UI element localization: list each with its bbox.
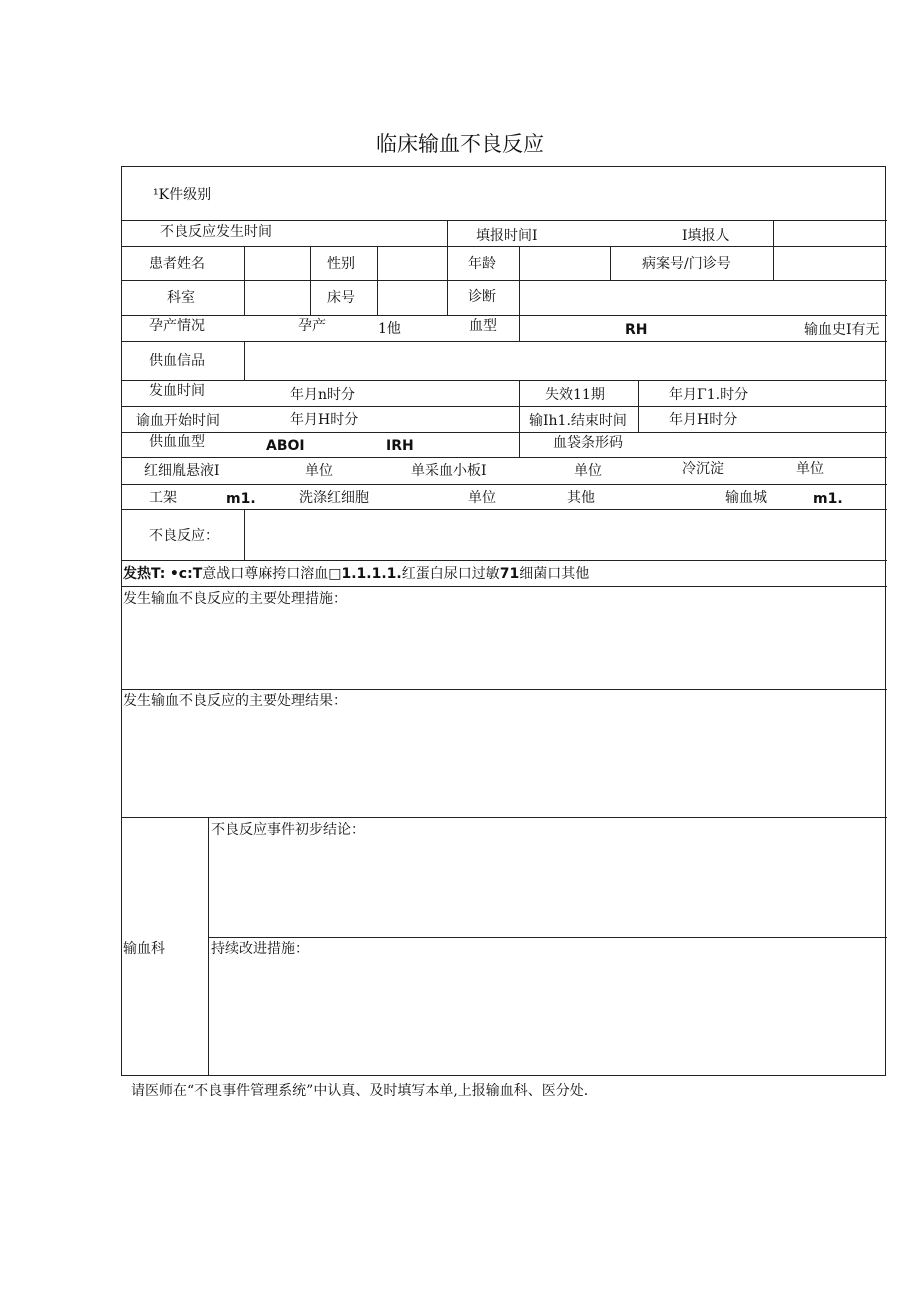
washed-rbc-label: 洗涤红细胞 [299,490,369,506]
symptoms-bold-mid: 1.1.1.1. [341,566,402,582]
unit-label-1: 单位 [305,463,333,479]
department-label: 科室 [167,290,195,306]
patient-name-label: 患者姓名 [149,256,205,272]
end-time-label: 输Ih1.结束时间 [529,413,627,429]
donor-blood-type-label: 供血血型 [149,434,205,450]
symptoms-bold-end: 71 [499,566,520,582]
issue-date-field: 年月n时分 [290,387,356,403]
start-date-field: 年月H时分 [290,412,359,428]
main-results-label: 发生输血不良反应的主要处理结果： [123,693,347,709]
unit-label-4: 单位 [468,490,496,506]
donor-info-label: 供血信品 [149,353,205,369]
occur-time-label: 不良反应发生时间 [160,224,272,240]
rh-label: RH [625,322,648,338]
blood-type-label: 血型 [469,318,497,334]
transfusion-history-label: 输血史I有无 [804,322,880,338]
event-level-label: ¹K件级别 [153,187,212,203]
age-label: 年龄 [468,256,496,272]
footnote: 请医师在“不良事件管理系统”中认真、及时填写本单,上报输血科、医分处. [131,1083,589,1099]
gender-label: 性别 [327,256,355,272]
barcode-label: 血袋条形码 [553,435,623,451]
rbc-suspension-label: 红细胤悬液I [144,463,220,479]
others-label: 其他 [567,490,595,506]
ml-field-2: m1. [813,491,843,507]
preg-birth-label: 孕产 [298,318,326,334]
start-time-label: 谕血开始时间 [136,413,220,429]
irh-field: IRH [386,438,414,454]
symptoms-line [123,566,589,582]
diagnosis-label: 诊断 [468,289,496,305]
other-label: 1他 [378,321,401,337]
platelet-label: 单采血小板I [411,463,487,479]
page-title: 临床输血不良反应 [376,132,544,156]
fill-time-label: 填报时间I [476,228,538,244]
symptoms-part-b: 红蛋白尿口过敏 [401,566,500,582]
temperature-unit: •c:T [169,566,203,582]
symptoms-part-a: 意战口尊麻挎口溶血□ [202,566,342,582]
abo-field: ABOI [266,438,305,454]
unit-label-3: 单位 [796,461,824,477]
expiry-date-field: 年月Γ1.时分 [669,387,749,403]
ml-field-1: m1. [226,491,256,507]
transfusion-dept-label: 输血科 [123,941,165,957]
expiry-label: 失效11期 [545,387,605,403]
symptoms-part-c: 细菌口其他 [519,566,590,582]
unit-label-2: 单位 [574,463,602,479]
issue-time-label: 发血时间 [149,383,205,399]
frame-label: 工架 [149,490,177,506]
pregnancy-label: 孕产情况 [149,318,205,334]
adverse-reaction-form [121,166,886,1076]
record-no-label: 病案号/门诊号 [642,256,731,272]
main-measures-label: 发生输血不良反应的主要处理措施： [123,591,347,607]
fever-label: 发热T: [123,566,166,582]
conclusion-label: 不良反应事件初步结论： [211,822,365,838]
filler-label: I填报人 [682,228,730,244]
transfusion-volume-label: 输血城 [725,490,767,506]
improvement-label: 持续改进措施： [211,941,309,957]
bed-no-label: 床号 [327,290,355,306]
end-date-field: 年月H时分 [669,412,738,428]
cryo-label: 冷沉淀 [682,461,724,477]
adverse-reaction-label: 不良反应： [149,528,219,544]
